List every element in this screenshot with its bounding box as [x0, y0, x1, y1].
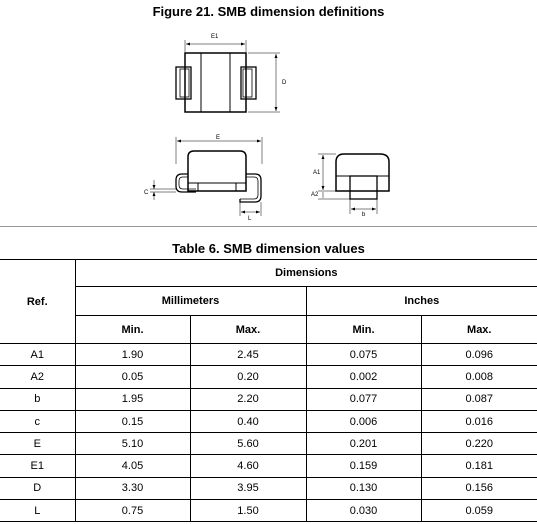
figure-title: Figure 21. SMB dimension definitions	[152, 4, 385, 19]
row-value-cell: 0.20	[190, 366, 306, 388]
row-value-cell: 0.016	[421, 410, 537, 432]
inches-header: Inches	[306, 287, 537, 316]
table-row	[0, 344, 537, 366]
row-ref-cell: E	[0, 433, 75, 455]
table-title: Table 6. SMB dimension values	[172, 241, 365, 256]
row-value-cell: 4.60	[190, 455, 306, 477]
row-value-cell: 4.05	[75, 455, 190, 477]
row-value-cell: 2.45	[190, 344, 306, 366]
side-view-drawing	[150, 137, 262, 216]
ref-header: Ref.	[0, 260, 75, 344]
row-value-cell: 0.220	[421, 433, 537, 455]
row-value-cell: 0.008	[421, 366, 537, 388]
table-row	[0, 455, 537, 477]
row-value-cell: 0.201	[306, 433, 421, 455]
row-value-cell: 0.40	[190, 410, 306, 432]
table-row	[0, 410, 537, 432]
dimensions-header: Dimensions	[75, 260, 537, 287]
row-value-cell: 0.059	[421, 500, 537, 522]
row-value-cell: 0.05	[75, 366, 190, 388]
millimeters-header: Millimeters	[75, 287, 306, 316]
end-view-drawing	[318, 154, 389, 214]
row-value-cell: 0.075	[306, 344, 421, 366]
mm-min-header: Min.	[75, 316, 190, 344]
row-ref-cell: b	[0, 388, 75, 410]
table-row	[0, 433, 537, 455]
row-value-cell: 3.95	[190, 477, 306, 499]
row-ref-cell: L	[0, 500, 75, 522]
row-ref-cell: c	[0, 410, 75, 432]
row-value-cell: 0.15	[75, 410, 190, 432]
mm-max-header: Max.	[190, 316, 306, 344]
row-ref-cell: D	[0, 477, 75, 499]
in-max-header: Max.	[421, 316, 537, 344]
row-value-cell: 1.50	[190, 500, 306, 522]
row-value-cell: 2.20	[190, 388, 306, 410]
row-value-cell: 1.95	[75, 388, 190, 410]
row-value-cell: 0.006	[306, 410, 421, 432]
label-a2: A2	[311, 192, 319, 198]
row-value-cell: 0.030	[306, 500, 421, 522]
row-value-cell: 0.159	[306, 455, 421, 477]
row-value-cell: 0.156	[421, 477, 537, 499]
table-body	[0, 344, 537, 522]
label-b: b	[362, 212, 366, 218]
label-c: C	[144, 190, 149, 196]
table-row	[0, 500, 537, 522]
table-row	[0, 366, 537, 388]
label-e: E	[216, 135, 221, 141]
row-value-cell: 3.30	[75, 477, 190, 499]
section-divider	[0, 226, 537, 227]
table-row	[0, 388, 537, 410]
table-row	[0, 477, 537, 499]
row-ref-cell: A1	[0, 344, 75, 366]
row-value-cell: 0.096	[421, 344, 537, 366]
label-d: D	[282, 80, 287, 86]
in-min-header: Min.	[306, 316, 421, 344]
row-ref-cell: E1	[0, 455, 75, 477]
row-value-cell: 0.75	[75, 500, 190, 522]
row-value-cell: 0.130	[306, 477, 421, 499]
row-ref-cell: A2	[0, 366, 75, 388]
row-value-cell: 0.087	[421, 388, 537, 410]
smb-package-drawings	[0, 18, 537, 223]
row-value-cell: 1.90	[75, 344, 190, 366]
label-e1: E1	[211, 34, 219, 40]
row-value-cell: 5.60	[190, 433, 306, 455]
row-value-cell: 0.002	[306, 366, 421, 388]
dimension-table	[0, 259, 537, 522]
row-value-cell: 0.077	[306, 388, 421, 410]
row-value-cell: 0.181	[421, 455, 537, 477]
top-view-drawing	[176, 40, 280, 112]
row-value-cell: 5.10	[75, 433, 190, 455]
label-a1: A1	[313, 170, 321, 176]
label-l: L	[248, 216, 252, 222]
